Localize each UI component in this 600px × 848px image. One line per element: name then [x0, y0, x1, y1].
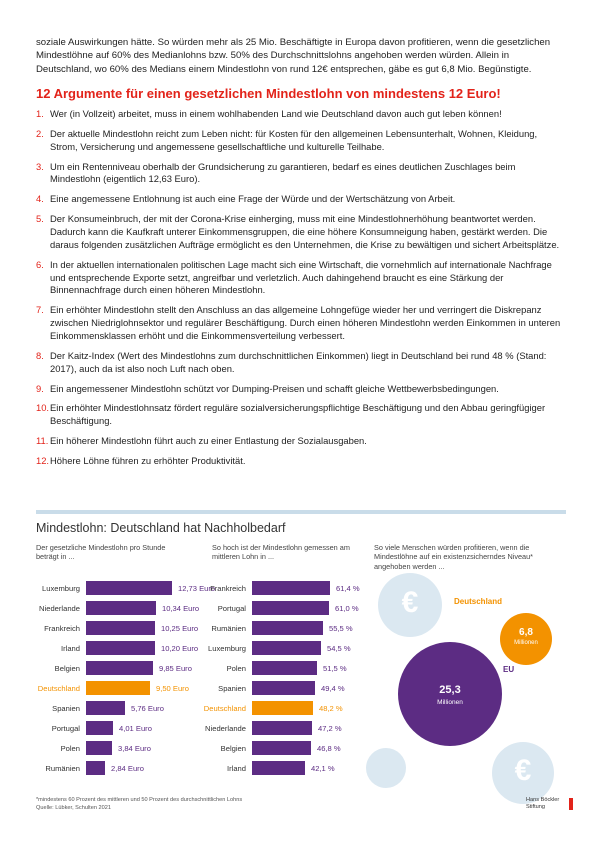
bar-value-label: 5,76 Euro	[131, 704, 164, 713]
bar	[86, 681, 150, 695]
bar-value-label: 10,25 Euro	[161, 624, 199, 633]
bar-row	[170, 621, 384, 635]
bar	[252, 581, 330, 595]
bar-value-label: 4,01 Euro	[119, 724, 152, 733]
bar-category-label: Frankreich	[44, 624, 80, 633]
bubble-eu-unit: Millionen	[437, 699, 463, 706]
argument-number: 6.	[36, 258, 44, 270]
bar-category-label: Belgien	[220, 744, 246, 753]
bar-value-label: 46,8 %	[317, 744, 341, 753]
argument-item	[36, 435, 566, 448]
argument-item	[36, 455, 566, 468]
bar-category-label: Polen	[60, 744, 80, 753]
section-headline: 12 Argumente für einen gesetzlichen Mindestlohn von mindestens 12 Euro!	[36, 86, 501, 101]
argument-text: Der Konsumeinbruch, der mit der Corona-Krise einherging, muss mit eine Mindestlohnerhöhung beantwortet werden. Dadurch kann die Kaufkraft unterer Einkommensgruppen, die eine höhere Konsumneigung haben, gestärkt werden. Die daraus folgenden zusätzlichen Aufträge ermöglicht es den Unternehmen, die Krise zu bewältigen und sichert Arbeitsplätze.	[50, 213, 560, 250]
bar	[252, 681, 315, 695]
bar	[86, 601, 156, 615]
bar-category-label: Luxemburg	[42, 584, 80, 593]
argument-text: Ein höherer Mindestlohn führt auch zu einer Entlastung der Sozialausgaben.	[50, 435, 367, 447]
bar-category-label: Frankreich	[210, 584, 246, 593]
bar	[252, 761, 305, 775]
decorative-circle	[366, 748, 406, 788]
bubble-germany-unit: Millionen	[514, 640, 538, 646]
bar	[86, 741, 112, 755]
bubble-label-germany: Deutschland	[454, 597, 503, 606]
bar	[252, 741, 311, 755]
bar-category-label: Portugal	[51, 724, 80, 733]
bar-value-label: 2,84 Euro	[111, 764, 144, 773]
bar-value-label: 42,1 %	[311, 764, 335, 773]
argument-item	[36, 193, 566, 206]
footnote-source: Quelle: Lübker, Schulten 2021	[36, 805, 111, 811]
bar-category-label: Spanien	[52, 704, 80, 713]
bar-value-label: 9,50 Euro	[156, 684, 189, 693]
bar-category-label: Irland	[61, 644, 80, 653]
euro-icon: €	[514, 754, 532, 787]
argument-number: 8.	[36, 349, 44, 361]
argument-text: Eine angemessene Entlohnung ist auch eine Frage der Würde und der Wertschätzung von Arbeit.	[50, 193, 456, 205]
argument-number: 10.	[36, 402, 50, 414]
bar	[252, 701, 313, 715]
bar	[86, 761, 105, 775]
bubble-germany	[500, 613, 552, 665]
bar-value-label: 61,4 %	[336, 584, 360, 593]
logo-line: Hans Böckler	[526, 797, 560, 803]
bar-row	[170, 581, 384, 595]
bar	[86, 721, 113, 735]
argument-item	[36, 304, 566, 343]
bar-value-label: 10,34 Euro	[162, 604, 200, 613]
bar-value-label: 54,5 %	[327, 644, 351, 653]
bar-category-label: Niederlande	[205, 724, 246, 733]
bar-category-label: Portugal	[217, 604, 246, 613]
chart-footnote	[36, 796, 242, 812]
footnote-definition: *mindestens 60 Prozent des mittleren und 50 Prozent des durchschnittlichen Lohns	[36, 797, 243, 803]
argument-item	[36, 350, 566, 376]
bar-category-label: Niederlande	[39, 604, 80, 613]
bar-row	[170, 601, 384, 615]
argument-number: 7.	[36, 304, 44, 316]
bar-category-label: Belgien	[54, 664, 80, 673]
bar-category-label: Rumänien	[45, 764, 80, 773]
euro-icon: €	[401, 586, 419, 619]
bar-value-label: 61,0 %	[335, 604, 359, 613]
logo-line: Stiftung	[526, 803, 545, 810]
bar-row	[170, 701, 384, 715]
bar	[86, 581, 172, 595]
bar	[252, 661, 317, 675]
argument-text: Ein erhöhter Mindestlohn stellt den Anschluss an das allgemeine Lohngefüge wieder her und verringert die Diskrepanz zwischen Niedriglohnsektor und regulärer Beschäftigung. Durch einen höheren Mindestlohn werden Einkommen in unteren Einkommensklassen erhöht und die Einkommensverteilung verbessert.	[50, 304, 561, 342]
bar	[86, 661, 153, 675]
bar-row	[170, 741, 384, 755]
argument-text: Höhere Löhne führen zu erhöhter Produktivität.	[50, 454, 246, 466]
argument-number: 2.	[36, 127, 44, 139]
bar-value-label: 9,85 Euro	[159, 664, 192, 673]
infobox-title: Mindestlohn: Deutschland hat Nachholbedarf	[36, 521, 286, 535]
bar-value-label: 49,4 %	[321, 684, 345, 693]
argument-number: 3.	[36, 160, 44, 172]
bar	[86, 641, 155, 655]
bar-value-label: 55,5 %	[329, 624, 353, 633]
chart-3-subtitle: So viele Menschen würden profitieren, wenn die Mindestlöhne auf ein existenzsicherndes Niveau* angehoben werden ...	[374, 543, 534, 571]
argument-item	[36, 383, 566, 396]
bar-row	[170, 761, 384, 775]
chart-1-subtitle: Der gesetzliche Mindestlohn pro Stunde beträgt in ...	[36, 543, 166, 562]
argument-text: Um ein Rentenniveau oberhalb der Grundsicherung zu garantieren, bedarf es eines deutlichen Zuschlages beim Mindestlohn (eigentlich 12,63 Euro).	[50, 160, 516, 185]
bar-row	[170, 721, 384, 735]
infobox-divider	[36, 510, 566, 514]
argument-number: 5.	[36, 213, 44, 224]
bar-category-label: Deutschland	[203, 704, 246, 713]
intro-paragraph: soziale Auswirkungen hätte. So würden mehr als 25 Mio. Beschäftigte in Europa davon profitieren, wenn die gesetzlichen Mindestlöhne auf 60% des Medianlohns bzw. 50% des Durchschnittslohns angehoben werden würden. Allein in Deutschland, wo 60% des Medians einem Mindestlohn von rund 12€ entsprechen, gäbe es gut 6,8 Mio. Begünstigte.	[36, 37, 551, 75]
bar-category-label: Irland	[227, 764, 246, 773]
bar	[86, 701, 125, 715]
hans-boeckler-stiftung-logo	[526, 797, 574, 810]
bar	[252, 721, 312, 735]
argument-text: Der Kaitz-Index (Wert des Mindestlohns zum durchschnittlichen Einkommen) liegt in Deutschland bei rund 48 % (Stand: 2017), auch da ist also noch Luft nach oben.	[50, 349, 547, 374]
argument-text: In der aktuellen internationalen politischen Lage macht sich eine Wirtschaft, die vornehmlich auf internationale Nachfrage und entsprechende Exporte setzt, angreifbar und verletzlich. Auch dahingehend braucht es eine Stärkung der Binnennachfrage durch einen höheren Mindestlohn.	[50, 258, 552, 296]
bar-value-label: 47,2 %	[318, 724, 342, 733]
bar-value-label: 48,2 %	[319, 704, 343, 713]
bar-row	[170, 681, 384, 695]
bar-category-label: Rumänien	[211, 624, 246, 633]
bar-category-label: Spanien	[218, 684, 246, 693]
bar-row	[170, 641, 384, 655]
argument-item	[36, 402, 566, 428]
argument-item	[36, 128, 566, 154]
bar	[252, 621, 323, 635]
bar-value-label: 12,73 Euro	[178, 584, 216, 593]
argument-text: Ein erhöhter Mindestlohnsatz fördert reguläre sozialversicherungspflichtige Beschäftigung und den Abbau geringfügiger Beschäftigung.	[50, 402, 546, 427]
argument-text: Ein angemessener Mindestlohn schützt vor Dumping-Preisen und schafft gleiche Wettbewerbsbedingungen.	[50, 382, 499, 394]
argument-text: Der aktuelle Mindestlohn reicht zum Leben nicht: für Kosten für den allgemeinen Lebensunterhalt, Wohnen, Kleidung, Strom, Versicherung und angemessene gesellschaftliche und kulturelle Teilhabe.	[50, 127, 538, 152]
bar	[252, 641, 321, 655]
bubble-label-eu: EU	[503, 665, 515, 674]
argument-item	[36, 213, 566, 252]
argument-item	[36, 259, 566, 298]
chart-2-subtitle: So hoch ist der Mindestlohn gemessen am mittleren Lohn in ...	[212, 543, 350, 562]
argument-number: 9.	[36, 382, 44, 394]
argument-item	[36, 108, 566, 121]
bar-category-label: Luxemburg	[208, 644, 246, 653]
argument-text: Wer (in Vollzeit) arbeitet, muss in einem wohlhabenden Land wie Deutschland davon auch gut leben können!	[50, 108, 502, 119]
logo-mark	[569, 798, 573, 810]
argument-number: 4.	[36, 193, 44, 205]
bar-value-label: 10,20 Euro	[161, 644, 199, 653]
bar-category-label: Deutschland	[37, 684, 80, 693]
bar-value-label: 51,5 %	[323, 664, 347, 673]
bubble-eu-value: 25,3	[439, 684, 461, 696]
argument-item	[36, 161, 566, 187]
argument-number: 11.	[36, 435, 49, 447]
bar	[252, 601, 329, 615]
argument-number: 1.	[36, 108, 44, 119]
bar-category-label: Polen	[226, 664, 246, 673]
bubble-germany-value: 6,8	[519, 627, 533, 638]
argument-list	[36, 108, 566, 475]
argument-number: 12.	[36, 454, 50, 466]
bar-value-label: 3,84 Euro	[118, 744, 151, 753]
bar-row	[170, 661, 384, 675]
bar	[86, 621, 155, 635]
